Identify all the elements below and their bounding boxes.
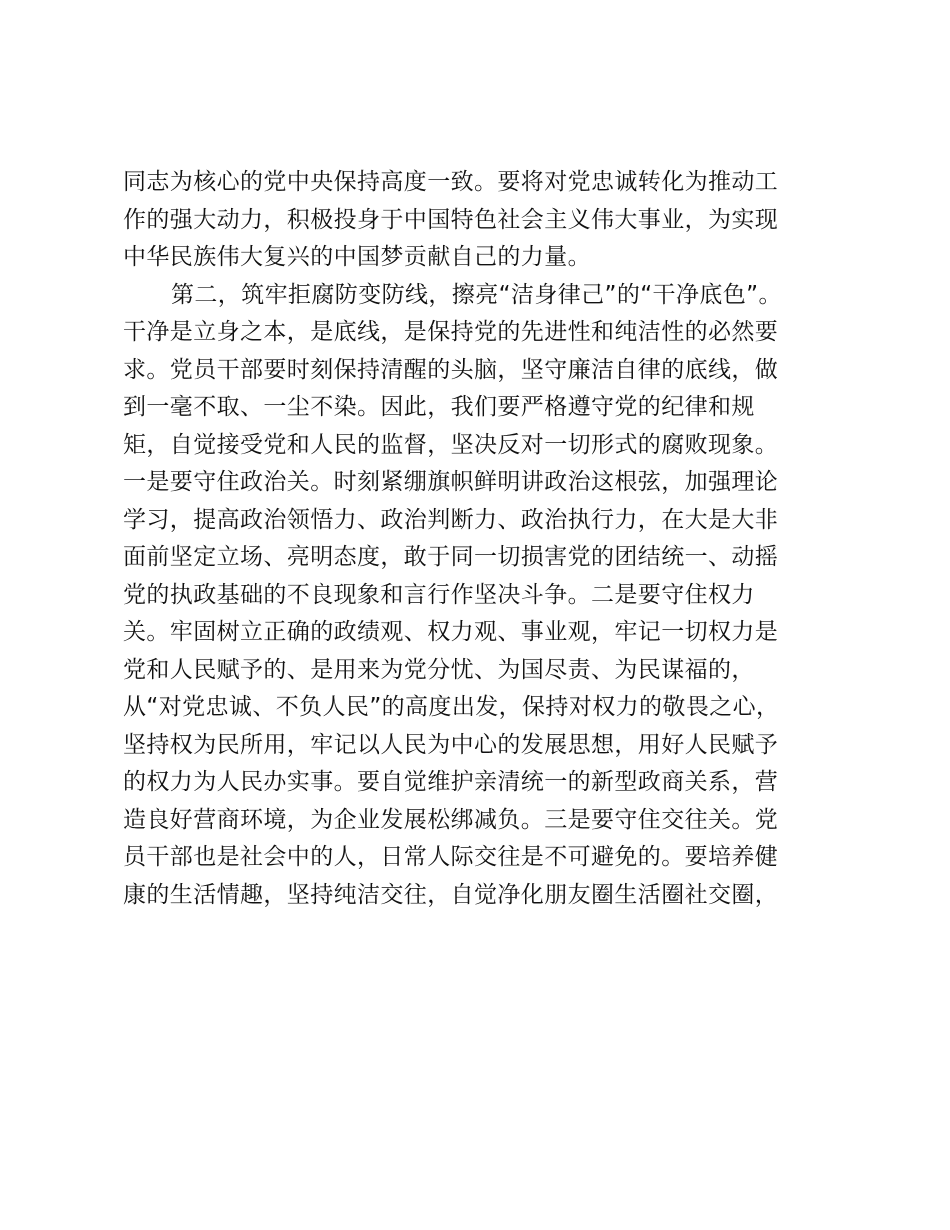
body-text [123, 164, 835, 914]
text-line: 中华民族伟大复兴的中国梦贡献自己的力量。 [123, 244, 591, 270]
text-line: 党的执政基础的不良现象和言行作坚决斗争。二是要守住权力 [123, 581, 755, 608]
text-line: 面前坚定立场、亮明态度，敢于同一切损害党的团结统一、动摇 [123, 544, 779, 570]
text-line: 康的生活情趣，坚持纯洁交往，自觉净化朋友圈生活圈社交圈， [123, 881, 779, 908]
text-line: 从“对党忠诚、不负人民”的高度出发，保持对权力的敬畏之心， [123, 694, 780, 720]
text-line: 关。牢固树立正确的政绩观、权力观、事业观，牢记一切权力是 [123, 619, 779, 645]
text-line: 干净是立身之本，是底线，是保持党的先进性和纯洁性的必然要 [123, 319, 779, 345]
paragraph-first-line: 第二，筑牢拒腐防变防线，擦亮“洁身律己”的“干净底色”。 [171, 281, 782, 308]
text-line: 学习，提高政治领悟力、政治判断力、政治执行力，在大是大非 [123, 506, 779, 533]
text-line: 矩，自觉接受党和人民的监督，坚决反对一切形式的腐败现象。 [123, 431, 779, 458]
text-line: 求。党员干部要时刻保持清醒的头脑，坚守廉洁自律的底线，做 [123, 356, 779, 383]
text-line: 员干部也是社会中的人，日常人际交往是不可避免的。要培养健 [123, 844, 779, 870]
text-line: 作的强大动力，积极投身于中国特色社会主义伟大事业，为实现 [123, 206, 779, 233]
text-line: 坚持权为民所用，牢记以人民为中心的发展思想，用好人民赋予 [123, 731, 779, 758]
text-line: 党和人民赋予的、是用来为党分忧、为国尽责、为民谋福的， [123, 656, 755, 683]
text-line: 造良好营商环境，为企业发展松绑减负。三是要守住交往关。党 [123, 806, 779, 833]
text-line: 同志为核心的党中央保持高度一致。要将对党忠诚转化为推动工 [123, 169, 779, 195]
text-line: 一是要守住政治关。时刻紧绷旗帜鲜明讲政治这根弦，加强理论 [123, 469, 779, 495]
text-line: 到一毫不取、一尘不染。因此，我们要严格遵守党的纪律和规 [123, 394, 755, 420]
text-line: 的权力为人民办实事。要自觉维护亲清统一的新型政商关系，营 [123, 769, 779, 795]
